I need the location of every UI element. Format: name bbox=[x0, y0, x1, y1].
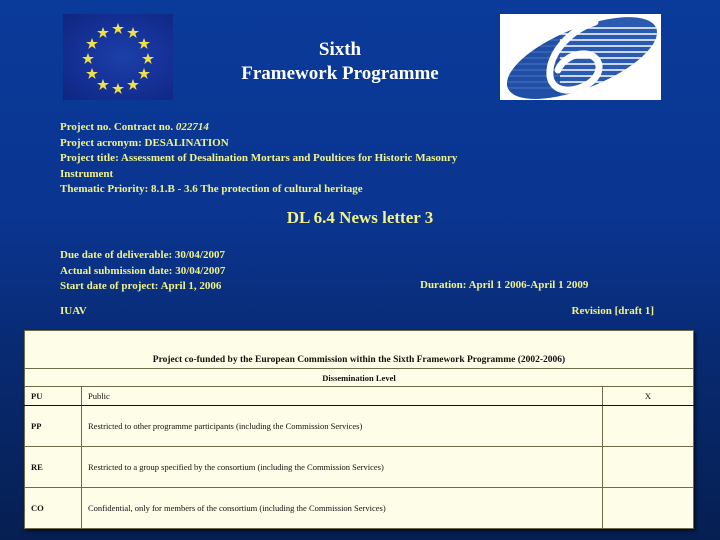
due-date: Due date of deliverable: 30/04/2007 bbox=[60, 249, 225, 261]
row-description: Restricted to other programme participants (including the Commission Services) bbox=[82, 406, 603, 447]
row-mark: X bbox=[603, 387, 694, 406]
table-row bbox=[25, 387, 694, 406]
submission-date: Actual submission date: 30/04/2007 bbox=[60, 264, 226, 277]
contract-line: Project no. Contract no. 022714 bbox=[60, 121, 209, 133]
page-title bbox=[190, 38, 490, 86]
title-line-2: Framework Programme bbox=[241, 63, 439, 84]
revision: Revision [draft 1] bbox=[571, 305, 654, 317]
project-info bbox=[60, 120, 457, 198]
table-row bbox=[25, 447, 694, 488]
row-description: Confidential, only for members of the consortium (including the Commission Services) bbox=[82, 488, 603, 529]
dissemination-level-heading: Dissemination Level bbox=[25, 369, 694, 387]
eu-flag-icon bbox=[63, 14, 173, 100]
table-subheading-row bbox=[25, 369, 694, 387]
row-code: CO bbox=[25, 488, 82, 529]
row-mark bbox=[603, 447, 694, 488]
duration: Duration: April 1 2006-April 1 2009 bbox=[420, 279, 589, 291]
thematic-priority: Thematic Priority: 8.1.B - 3.6 The protection of cultural heritage bbox=[60, 183, 363, 195]
organisation: IUAV bbox=[60, 305, 87, 317]
contract-number: 022714 bbox=[175, 121, 209, 133]
project-acronym: Project acronym: DESALINATION bbox=[60, 136, 229, 149]
fp6-logo-icon bbox=[500, 14, 661, 100]
row-code: PP bbox=[25, 406, 82, 447]
title-line-1: Sixth bbox=[318, 39, 362, 60]
row-description: Restricted to a group specified by the consortium (including the Commission Services) bbox=[82, 447, 603, 488]
row-description: Public bbox=[82, 387, 603, 406]
row-mark bbox=[603, 406, 694, 447]
row-code: RE bbox=[25, 447, 82, 488]
row-code: PU bbox=[25, 387, 82, 406]
dissemination-table bbox=[24, 330, 694, 529]
project-title: Project title: Assessment of Desalination Mortars and Poultices for Historic Masonry bbox=[60, 152, 458, 164]
table-heading-row bbox=[25, 331, 694, 369]
table-row bbox=[25, 488, 694, 529]
table-heading: Project co-funded by the European Commission within the Sixth Framework Programme (2002-2006) bbox=[25, 331, 694, 369]
row-mark bbox=[603, 488, 694, 529]
deliverable-title: DL 6.4 News letter 3 bbox=[286, 208, 434, 227]
instrument: Instrument bbox=[60, 167, 114, 180]
eu-flag-logo bbox=[63, 14, 173, 100]
start-date: Start date of project: April 1, 2006 bbox=[60, 280, 222, 292]
table-row bbox=[25, 406, 694, 447]
deliverable-dates bbox=[60, 248, 225, 295]
fp6-logo bbox=[500, 14, 661, 100]
